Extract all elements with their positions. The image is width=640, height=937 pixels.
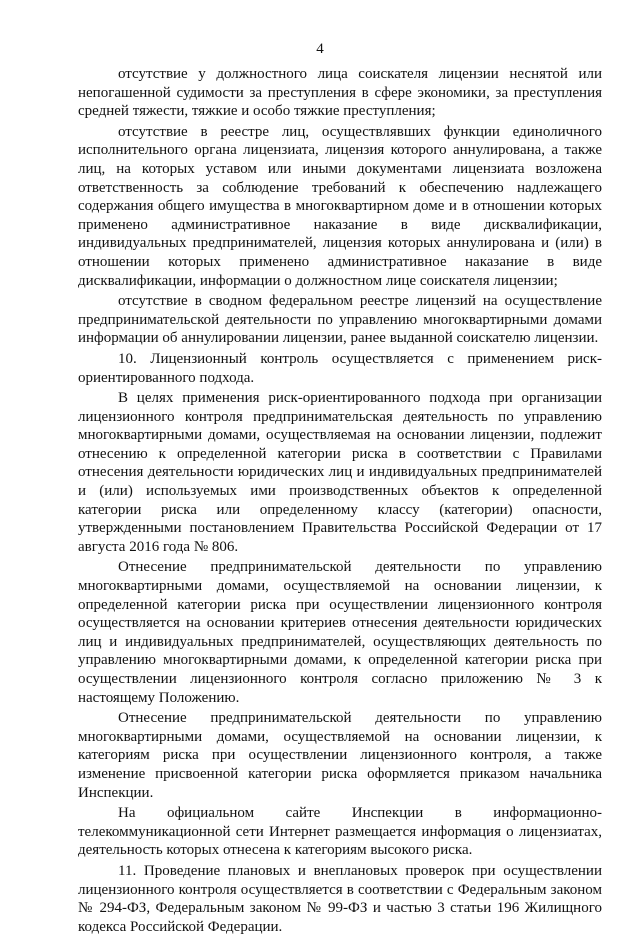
paragraph-no-criminal-record: отсутствие у должностного лица соискателя лицензии неснятой или непогашенной судимости за преступления в сфере экономики, за преступления средней тяжести, тяжкие и особо тяжкие преступления;	[78, 66, 602, 120]
page-number: 4	[316, 41, 324, 57]
paragraph-no-license-annulment: отсутствие в сводном федеральном реестре лицензий на осуществление предпринимательской деятельности по управлению многоквартирными домами информации об аннулировании лицензии, ранее выданной соискателю лицензии.	[78, 293, 602, 347]
paragraph-risk-category-order: Отнесение предпринимательской деятельности по управлению многоквартирными домами, осуществляемой на основании лицензии, к категориям риска при осуществлении лицензионного контроля, а также изменение присвоенной категории риска оформляется приказом начальника Инспекции.	[78, 710, 602, 801]
paragraph-clause-11: 11. Проведение плановых и внеплановых проверок при осуществлении лицензионного контроля осуществляется в соответствии с Федеральным законом № 294-ФЗ, Федеральным законом № 99-ФЗ и частью 3 статьи 196 Жилищного кодекса Российской Федерации.	[78, 862, 602, 935]
document-body	[78, 65, 602, 937]
paragraph-no-disqualification-registry: отсутствие в реестре лиц, осуществлявших функции единоличного исполнительного органа лицензиата, лицензия которого аннулирована, а также лиц, на которых уставом или иными документами лицензиата возложена ответственность за соблюдение требований к обеспечению надлежащего содержания общего имущества в многоквартирном доме и в отношении которых применено административное наказание в виде дисквалификации, индивидуальных предпринимателей, лицензия которых аннулирована и (или) в отношении которых применено административное наказание в виде дисквалификации, информации о должностном лице соискателя лицензии;	[78, 123, 602, 289]
paragraph-clause-10: 10. Лицензионный контроль осуществляется с применением риск-ориентированного подхода.	[78, 350, 602, 386]
paragraph-risk-approach: В целях применения риск-ориентированного подхода при организации лицензионного контроля предпринимательская деятельность по управлению многоквартирными домами, осуществляемая на основании лицензии, подлежит отнесению к определенной категории риска в соответствии с Правилами отнесения деятельности юридических лиц и индивидуальных предпринимателей и (или) используемых ими производственных объектов к определенной категории риска или определенному классу (категории) опасности, утвержденными постановлением Правительства Российской Федерации от 17 августа 2016 года № 806.	[78, 390, 602, 555]
paragraph-website-information: На официальном сайте Инспекции в информационно-телекоммуникационной сети Интернет размещается информация о лицензиатах, деятельность которых отнесена к категориям высокого риска.	[78, 805, 602, 859]
paragraph-risk-category-criteria: Отнесение предпринимательской деятельности по управлению многоквартирными домами, осуществляемой на основании лицензии, к определенной категории риска при осуществлении лицензионного контроля осуществляется на основании критериев отнесения деятельности юридических лиц и индивидуальных предпринимателей, осуществляющих деятельность по управлению многоквартирными домами, к определенной категории риска при осуществлении лицензионного контроля согласно приложению № 3 к настоящему Положению.	[78, 559, 602, 706]
